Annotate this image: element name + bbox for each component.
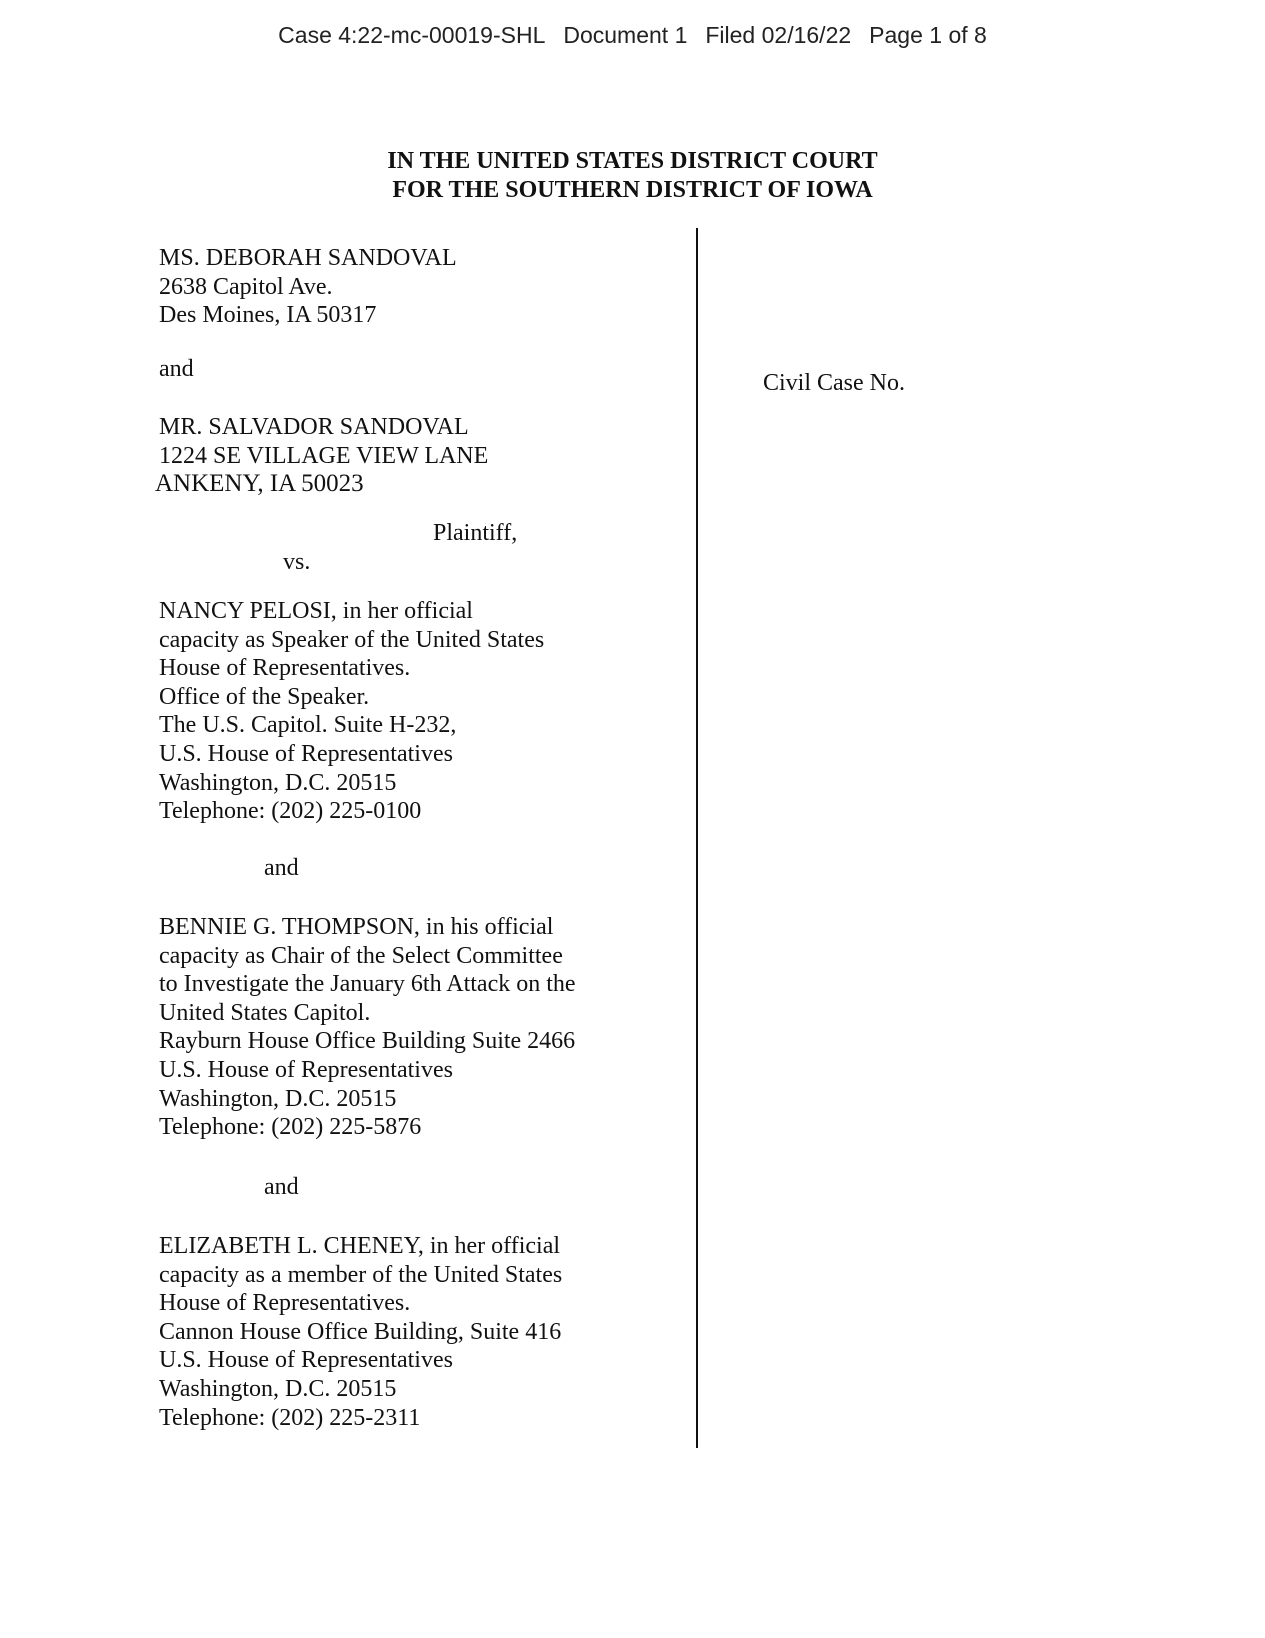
filing-header xyxy=(0,22,1265,49)
court-heading xyxy=(0,147,1265,205)
party-line: House of Representatives. xyxy=(159,655,411,682)
party-line: to Investigate the January 6th Attack on the xyxy=(159,971,576,998)
party-line: Telephone: (202) 225-0100 xyxy=(159,798,422,825)
connector-and-defendants-1: and xyxy=(264,855,299,881)
civil-case-number-label: Civil Case No. xyxy=(763,370,905,396)
party-line: Office of the Speaker. xyxy=(159,683,370,710)
party-line: ELIZABETH L. CHENEY, in her official xyxy=(159,1233,561,1259)
page-count-stamp: Page 1 of 8 xyxy=(869,22,987,48)
party-line: BENNIE G. THOMPSON, in his official xyxy=(159,914,554,940)
party-line: Washington, D.C. 20515 xyxy=(159,1375,397,1402)
plaintiff-block-2 xyxy=(155,413,489,499)
defendant-block-2 xyxy=(159,913,576,1142)
document-number-stamp: Document 1 xyxy=(563,22,688,48)
party-line: Cannon House Office Building, Suite 416 xyxy=(159,1318,562,1345)
party-line: capacity as Chair of the Select Committee xyxy=(159,942,563,969)
party-line: ANKENY, IA 50023 xyxy=(155,470,364,498)
court-heading-line-1: IN THE UNITED STATES DISTRICT COURT xyxy=(387,148,878,174)
party-line: Des Moines, IA 50317 xyxy=(159,302,377,329)
party-line: Rayburn House Office Building Suite 2466 xyxy=(159,1028,576,1055)
plaintiff-label: Plaintiff, xyxy=(433,520,518,546)
party-line: House of Representatives. xyxy=(159,1290,411,1317)
defendant-block-1 xyxy=(159,597,544,826)
plaintiff-block-1 xyxy=(159,244,457,330)
party-line: 2638 Capitol Ave. xyxy=(159,273,333,300)
party-line: capacity as a member of the United States xyxy=(159,1261,563,1288)
party-line: U.S. House of Representatives xyxy=(159,1056,453,1083)
party-line: Telephone: (202) 225-5876 xyxy=(159,1114,422,1141)
party-line: Washington, D.C. 20515 xyxy=(159,1085,397,1112)
connector-and-plaintiffs: and xyxy=(159,356,194,382)
connector-and-defendants-2: and xyxy=(264,1174,299,1200)
party-line: U.S. House of Representatives xyxy=(159,1347,453,1374)
party-line: MS. DEBORAH SANDOVAL xyxy=(159,245,457,271)
party-line: The U.S. Capitol. Suite H-232, xyxy=(159,712,457,739)
party-line: 1224 SE VILLAGE VIEW LANE xyxy=(159,442,489,469)
party-line: MR. SALVADOR SANDOVAL xyxy=(159,414,469,440)
court-heading-line-2: FOR THE SOUTHERN DISTRICT OF IOWA xyxy=(392,177,873,203)
case-number-stamp: Case 4:22-mc-00019-SHL xyxy=(278,22,546,48)
party-line: United States Capitol. xyxy=(159,999,371,1026)
party-line: Telephone: (202) 225-2311 xyxy=(159,1404,421,1431)
party-line: U.S. House of Representatives xyxy=(159,740,453,767)
party-line: capacity as Speaker of the United States xyxy=(159,626,545,653)
defendant-block-3 xyxy=(159,1232,562,1432)
versus-label: vs. xyxy=(283,549,311,575)
party-line: NANCY PELOSI, in her official xyxy=(159,598,473,624)
party-line: Washington, D.C. 20515 xyxy=(159,769,397,796)
caption-divider xyxy=(696,228,698,1448)
filed-date-stamp: Filed 02/16/22 xyxy=(705,22,852,48)
